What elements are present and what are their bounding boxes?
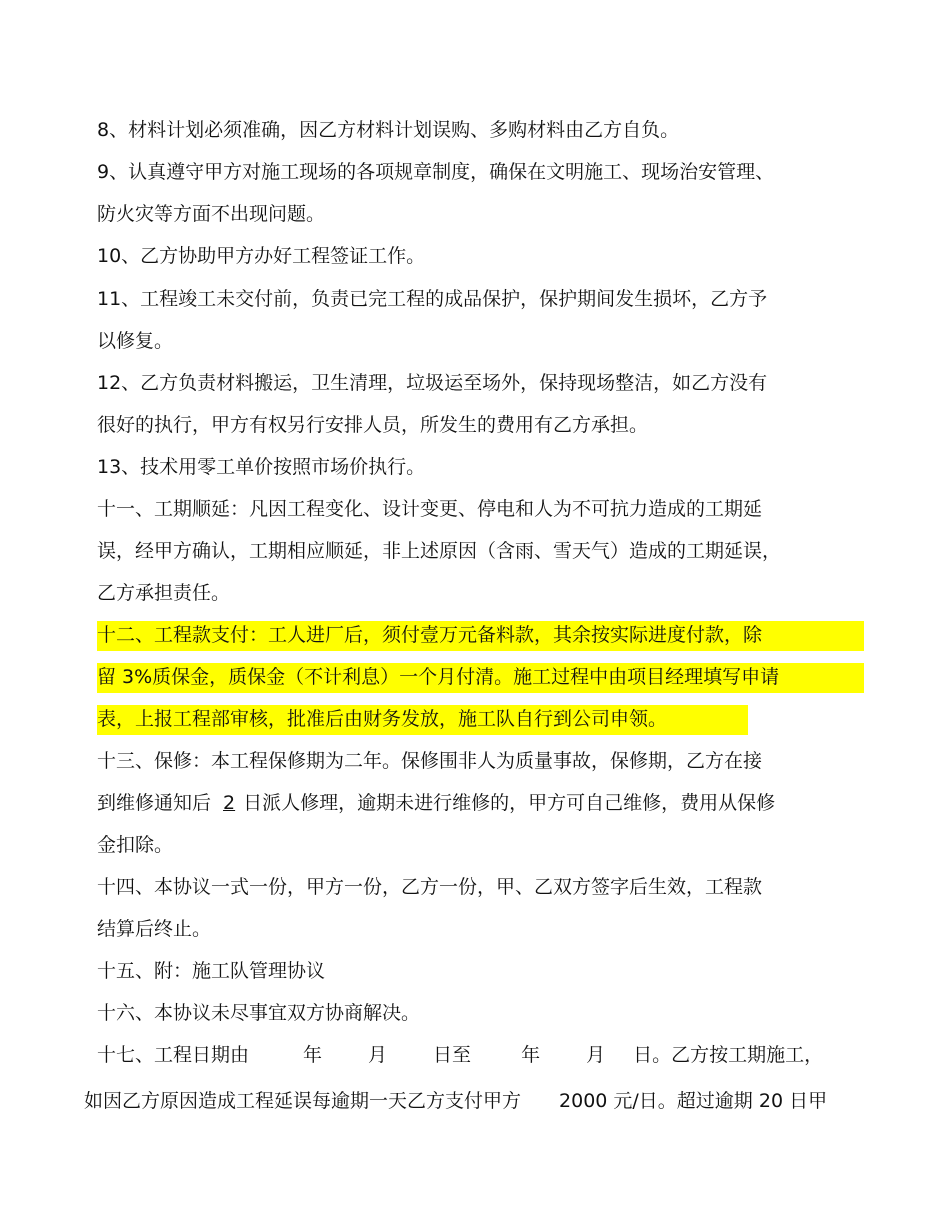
section-11-line-3: 乙方承担责任。 [97,582,231,604]
section-12-line-2: 留 3%质保金，质保金（不计利息）一个月付清。施工过程中由项目经理填写申请 [97,666,780,688]
section-11-line-1: 十一、工期顺延：凡因工程变化、设计变更、停电和人为不可抗力造成的工期延 [97,498,763,520]
section-12-line-1: 十二、工程款支付：工人进厂后，须付壹万元备料款，其余按实际进度付款，除 [97,624,763,646]
repair-days-blank: 2 [223,792,236,814]
clause-13-line: 13、技术用零工单价按照市场价执行。 [97,456,426,478]
section-15-line: 十五、附：施工队管理协议 [97,960,326,982]
clause-11-line-1: 11、工程竣工未交付前，负责已完工程的成品保护，保护期间发生损坏，乙方予 [97,288,768,310]
date-month-2: 月 [586,1044,606,1066]
clause-10-line: 10、乙方协助甲方办好工程签证工作。 [97,245,426,267]
section-13-line-2-start: 到维修通知后 [97,792,212,814]
section-14-line-2: 结算后终止。 [97,918,212,940]
section-14-line-1: 十四、本协议一式一份，甲方一份，乙方一份，甲、乙双方签字后生效，工程款 [97,876,763,898]
section-16-line: 十六、本协议未尽事宜双方协商解决。 [97,1002,421,1024]
clause-12-line-2: 很好的执行，甲方有权另行安排人员，所发生的费用有乙方承担。 [97,414,649,436]
penalty-text: 如因乙方原因造成工程延误每逾期一天乙方支付甲方 [84,1090,522,1112]
date-year-1: 年 [303,1044,323,1066]
section-13-line-2-end: 日派人修理，逾期未进行维修的，甲方可自己维修，费用从保修 [243,792,776,814]
section-17-line-2 [84,1087,827,1115]
section-17-end: 日。乙方按工期施工， [633,1044,824,1066]
clause-9-line-2: 防火灾等方面不出现问题。 [97,203,326,225]
section-13-line-1: 十三、保修：本工程保修期为二年。保修围非人为质量事故，保修期，乙方在接 [97,750,763,772]
section-12-line-3: 表，上报工程部审核，批准后由财务发放，施工队自行到公司申领。 [97,708,668,730]
clause-9-line-1: 9、认真遵守甲方对施工现场的各项规章制度，确保在文明施工、现场治安管理、 [97,161,775,183]
penalty-amount: 2000 元/日。超过逾期 20 日甲 [559,1090,828,1112]
clause-8-line: 8、材料计划必须准确，因乙方材料计划误购、多购材料由乙方自负。 [97,119,680,141]
date-day-1: 日至 [433,1044,472,1066]
date-month-1: 月 [368,1044,388,1066]
clause-12-line-1: 12、乙方负责材料搬运，卫生清理，垃圾运至场外，保持现场整洁，如乙方没有 [97,372,768,394]
section-13-line-3: 金扣除。 [97,834,174,856]
section-13-line-2 [97,789,775,817]
section-17-line-1 [97,1041,823,1069]
section-17-start: 十七、工程日期由 [97,1044,250,1066]
date-year-2: 年 [521,1044,541,1066]
clause-11-line-2: 以修复。 [97,330,174,352]
section-11-line-2: 误，经甲方确认，工期相应顺延，非上述原因（含雨、雪天气）造成的工期延误， [97,540,782,562]
